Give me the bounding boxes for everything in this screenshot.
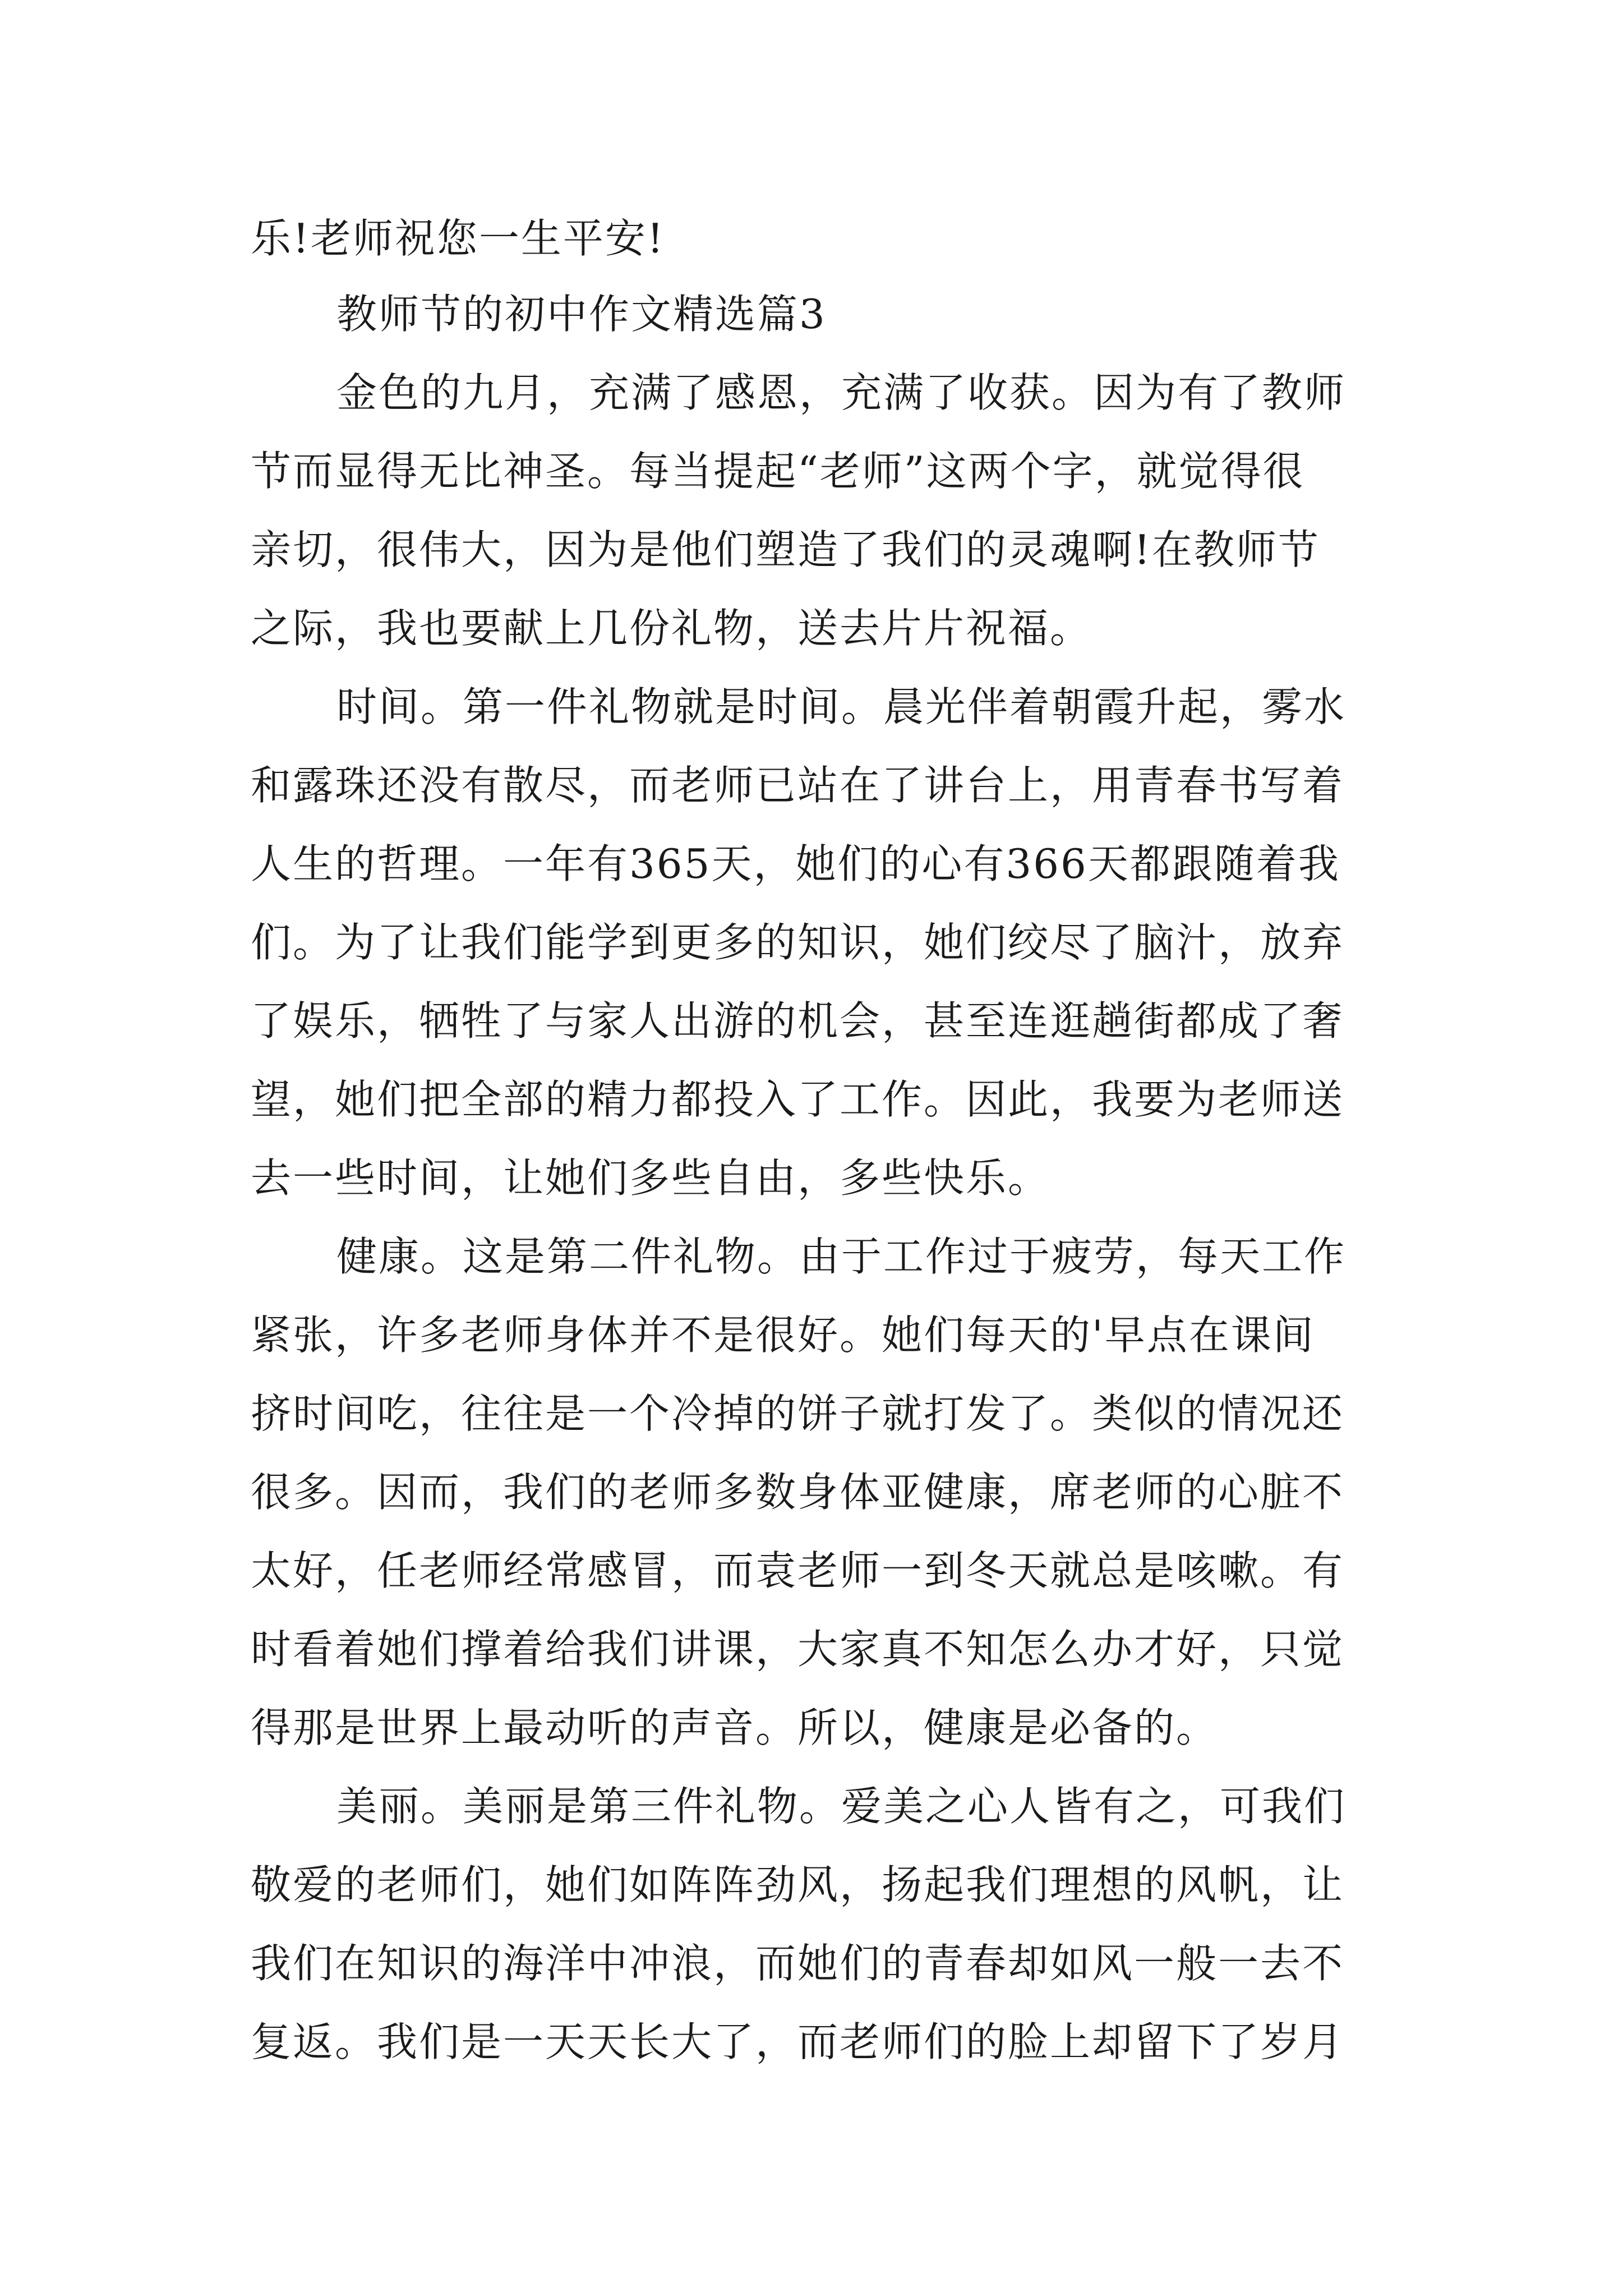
text-line: 了娱乐，牺牲了与家人出游的机会，甚至连逛趟街都成了奢 bbox=[251, 997, 1345, 1045]
text-line: 得那是世界上最动听的声音。所以，健康是必备的。 bbox=[251, 1704, 1219, 1751]
text-line: 很多。因而，我们的老师多数身体亚健康，席老师的心脏不 bbox=[251, 1469, 1345, 1516]
text-line: 亲切，很伟大，因为是他们塑造了我们的灵魂啊!在教师节 bbox=[251, 526, 1320, 573]
text-line: 敬爱的老师们，她们如阵阵劲风，扬起我们理想的风帆，让 bbox=[251, 1861, 1345, 1908]
text-line: 们。为了让我们能学到更多的知识，她们绞尽了脑汁，放弃 bbox=[251, 919, 1345, 966]
text-line: 和露珠还没有散尽，而老师已站在了讲台上，用青春书写着 bbox=[251, 762, 1345, 809]
text-line: 人生的哲理。一年有365天，她们的心有366天都跟随着我 bbox=[251, 840, 1340, 887]
text-line: 金色的九月，充满了感恩，充满了收获。因为有了教师 bbox=[336, 369, 1347, 416]
text-line: 我们在知识的海洋中冲浪，而她们的青春却如风一般一去不 bbox=[251, 1940, 1345, 1987]
text-line: 去一些时间，让她们多些自由，多些快乐。 bbox=[251, 1154, 1050, 1202]
text-line: 时看着她们撑着给我们讲课，大家真不知怎么办才好，只觉 bbox=[251, 1626, 1345, 1673]
text-line: 时间。第一件礼物就是时间。晨光伴着朝霞升起，雾水 bbox=[336, 683, 1347, 730]
text-line: 挤时间吃，往往是一个冷掉的饼子就打发了。类似的情况还 bbox=[251, 1390, 1345, 1437]
section-heading: 教师节的初中作文精选篇3 bbox=[336, 291, 827, 338]
text-line: 乐!老师祝您一生平安! bbox=[251, 215, 665, 262]
text-line: 美丽。美丽是第三件礼物。爱美之心人皆有之，可我们 bbox=[336, 1783, 1347, 1830]
text-line: 紧张，许多老师身体并不是很好。她们每天的'早点在课间 bbox=[251, 1312, 1315, 1359]
text-line: 复返。我们是一天天长大了，而老师们的脸上却留下了岁月 bbox=[251, 2018, 1345, 2065]
text-line: 太好，任老师经常感冒，而袁老师一到冬天就总是咳嗽。有 bbox=[251, 1547, 1345, 1594]
text-line: 望，她们把全部的精力都投入了工作。因此，我要为老师送 bbox=[251, 1076, 1345, 1123]
text-line: 健康。这是第二件礼物。由于工作过于疲劳，每天工作 bbox=[336, 1233, 1347, 1280]
text-line: 节而显得无比神圣。每当提起“老师”这两个字，就觉得很 bbox=[251, 448, 1305, 495]
text-line: 之际，我也要献上几份礼物，送去片片祝福。 bbox=[251, 605, 1092, 652]
